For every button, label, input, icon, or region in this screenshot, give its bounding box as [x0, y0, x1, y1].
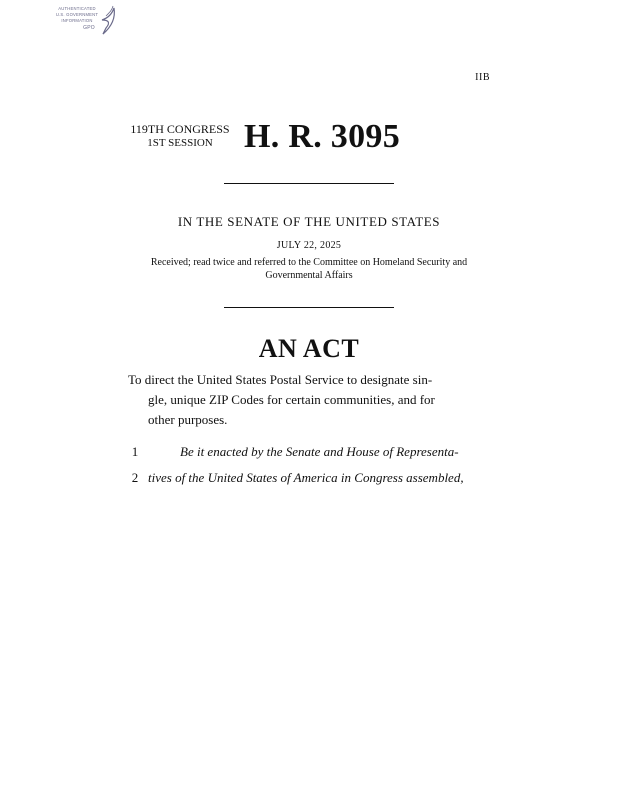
divider-rule: [224, 183, 394, 184]
congress-number: 119TH CONGRESS: [130, 122, 230, 136]
purpose-line: To direct the United States Postal Service to designate sin-: [128, 372, 433, 387]
logo-line-4: GPO: [83, 25, 95, 31]
referral-text: Received; read twice and referred to the Committee on Homeland Security and Governmental Affairs: [150, 257, 468, 281]
action-date: JULY 22, 2025: [276, 240, 342, 251]
purpose-line: gle, unique ZIP Codes for certain communities, and for: [148, 392, 435, 407]
congress-session-block: [128, 122, 232, 150]
act-title: AN ACT: [258, 334, 360, 363]
line-number: 2: [131, 470, 139, 485]
enacting-clause-line: Be it enacted by the Senate and House of Representa-: [180, 444, 459, 459]
divider-rule: [224, 307, 394, 308]
bill-number: H. R. 3095: [244, 118, 400, 155]
gpo-authenticated-logo: [44, 4, 120, 38]
eagle-icon: [100, 4, 120, 38]
chamber-heading: IN THE SENATE OF THE UNITED STATES: [177, 214, 441, 229]
logo-line-1: AUTHENTICATED: [58, 6, 96, 11]
page-code: IIB: [475, 72, 490, 83]
enacting-clause-line: tives of the United States of America in Congress assembled,: [148, 470, 464, 485]
line-number: 1: [131, 444, 139, 459]
purpose-clause: [128, 370, 490, 430]
logo-line-3: INFORMATION: [61, 18, 93, 23]
logo-line-2: U.S. GOVERNMENT: [55, 12, 99, 17]
session-number: 1ST SESSION: [147, 137, 213, 149]
purpose-line: other purposes.: [148, 412, 228, 427]
